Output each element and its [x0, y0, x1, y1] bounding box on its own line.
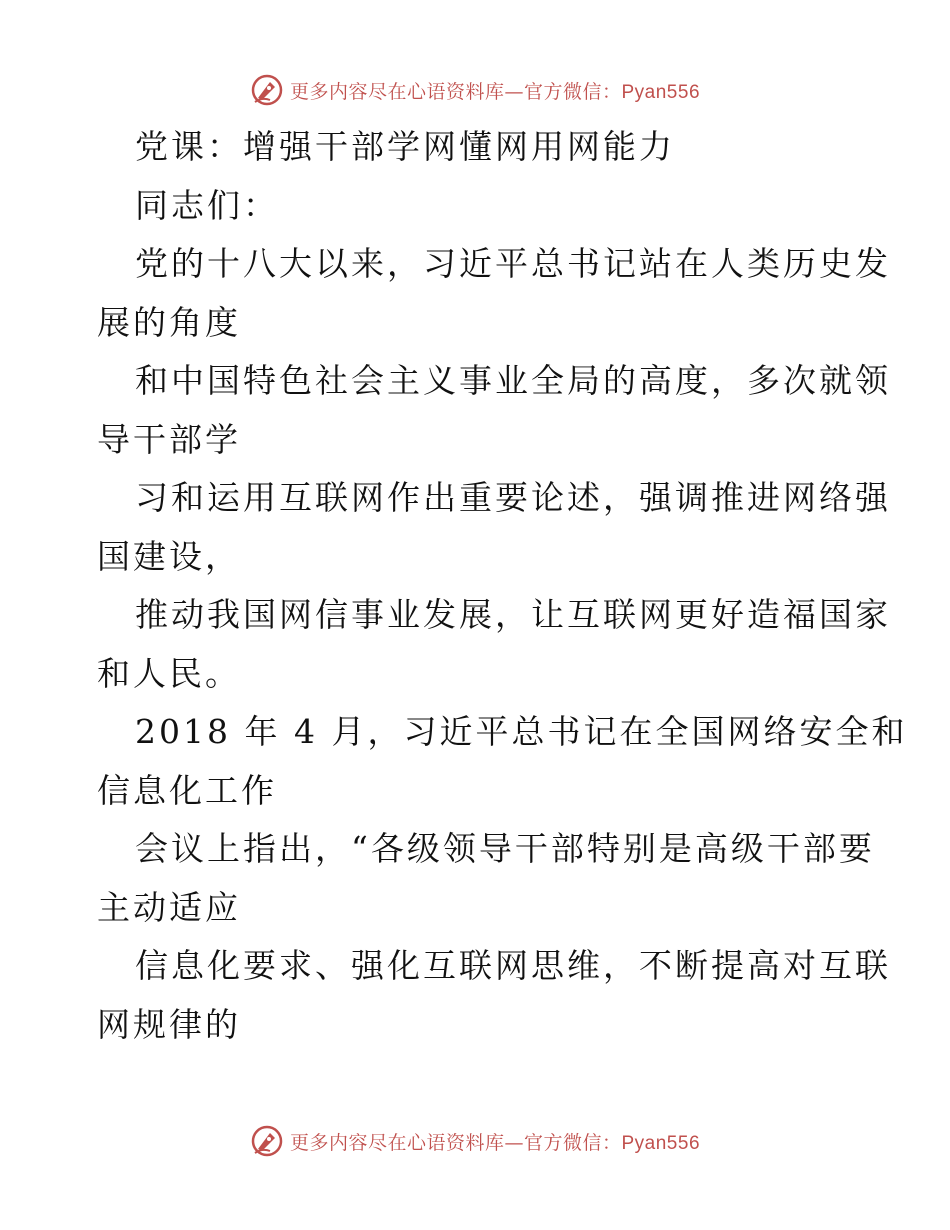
footer-banner-text: 更多内容尽在心语资料库—官方微信：Pyan556	[289, 1131, 701, 1154]
wechat-id: Pyan556	[621, 1132, 701, 1154]
wechat-id: Pyan556	[621, 81, 701, 103]
paragraph-line: 信息化工作	[97, 770, 277, 810]
paragraph-line: 主动适应	[97, 887, 241, 927]
header-banner-text: 更多内容尽在心语资料库—官方微信：Pyan556	[289, 80, 701, 103]
header-banner	[0, 70, 950, 110]
paragraph-line: 会议上指出，“各级领导干部特别是高级干部要	[135, 829, 875, 868]
document-title: 党课：增强干部学网懂网用网能力	[135, 127, 675, 166]
paragraph-line: 国建设，	[97, 536, 241, 576]
document-body	[97, 118, 908, 1054]
paragraph-line: 和中国特色社会主义事业全局的高度，多次就领	[135, 361, 891, 400]
paragraph-line: 推动我国网信事业发展，让互联网更好造福国家	[135, 595, 891, 634]
paragraph-line: 习和运用互联网作出重要论述，强调推进网络强	[135, 478, 891, 517]
paragraph-line: 2018 年 4 月，习近平总书记在全国网络安全和	[135, 712, 908, 751]
footer-banner	[0, 1121, 950, 1161]
pen-nib-logo-icon	[250, 73, 284, 107]
paragraph-line: 信息化要求、强化互联网思维，不断提高对互联	[135, 946, 891, 985]
salutation: 同志们：	[135, 185, 279, 225]
paragraph-line: 导干部学	[97, 419, 241, 459]
paragraph-line: 展的角度	[97, 302, 241, 342]
paragraph-line: 党的十八大以来，习近平总书记站在人类历史发	[135, 244, 891, 283]
pen-nib-logo-icon	[250, 1124, 284, 1158]
paragraph-line: 和人民。	[97, 653, 241, 693]
paragraph-line: 网规律的	[97, 1004, 241, 1044]
